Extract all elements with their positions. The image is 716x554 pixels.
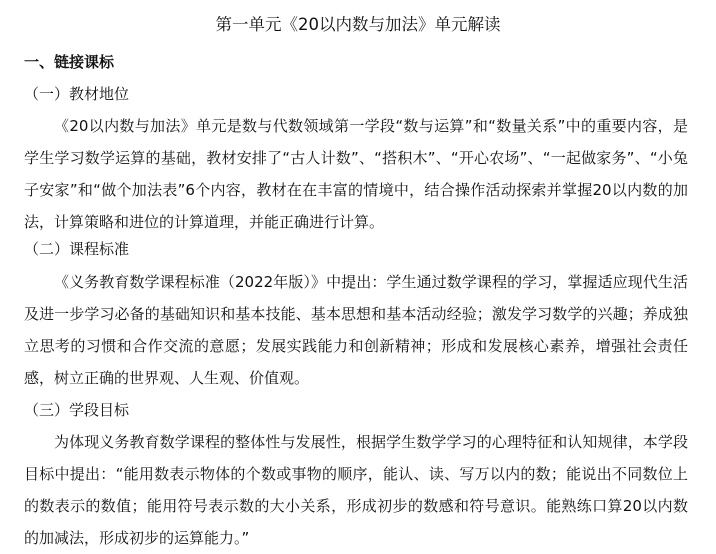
paragraph-textbook-position: 《20以内数与加法》单元是数与代数领域第一学段“数与运算”和“数量关系”中的重要内容，是学生学习数学运算的基础，教材安排了“古人计数”、“搭积木”、“开心农场”、“一起做家务”、“小兔子安家”和“做个加法表”6个内容，教材在在丰富的情境中，结合操作活动探索并掌握20以内数的加法，计算策略和进位的计算道理，并能正确进行计算。 <box>24 117 688 231</box>
paragraph-stage-goals: 为体现义务教育数学课程的整体性与发展性，根据学生数学学习的心理特征和认知规律，本学段目标中提出：“能用数表示物体的个数或事物的顺序，能认、读、写万以内的数；能说出不同数位上的数表示的数值；能用符号表示数的大小关系，形成初步的数感和符号意识。能熟练口算20以内数的加减法，形成初步的运算能力。” <box>24 433 688 547</box>
document-title: 第一单元《20以内数与加法》单元解读 <box>215 15 501 34</box>
subsection-heading-textbook-position: （一）教材地位 <box>24 85 130 103</box>
paragraph-curriculum-standard: 《义务教育数学课程标准（2022年版）》中提出：学生通过数学课程的学习，掌握适应现代生活及进一步学习必备的基础知识和基本技能、基本思想和基本活动经验；激发学习数学的兴趣；养成独立思考的习惯和合作交流的意愿；发展实践能力和创新精神；形成和发展核心素养，增强社会责任感，树立正确的世界观、人生观、价值观。 <box>24 273 688 387</box>
section-heading-link-standards: 一、链接课标 <box>24 53 115 71</box>
subsection-heading-curriculum-standard: （二）课程标准 <box>24 240 130 258</box>
subsection-heading-stage-goals: （三）学段目标 <box>24 401 130 419</box>
